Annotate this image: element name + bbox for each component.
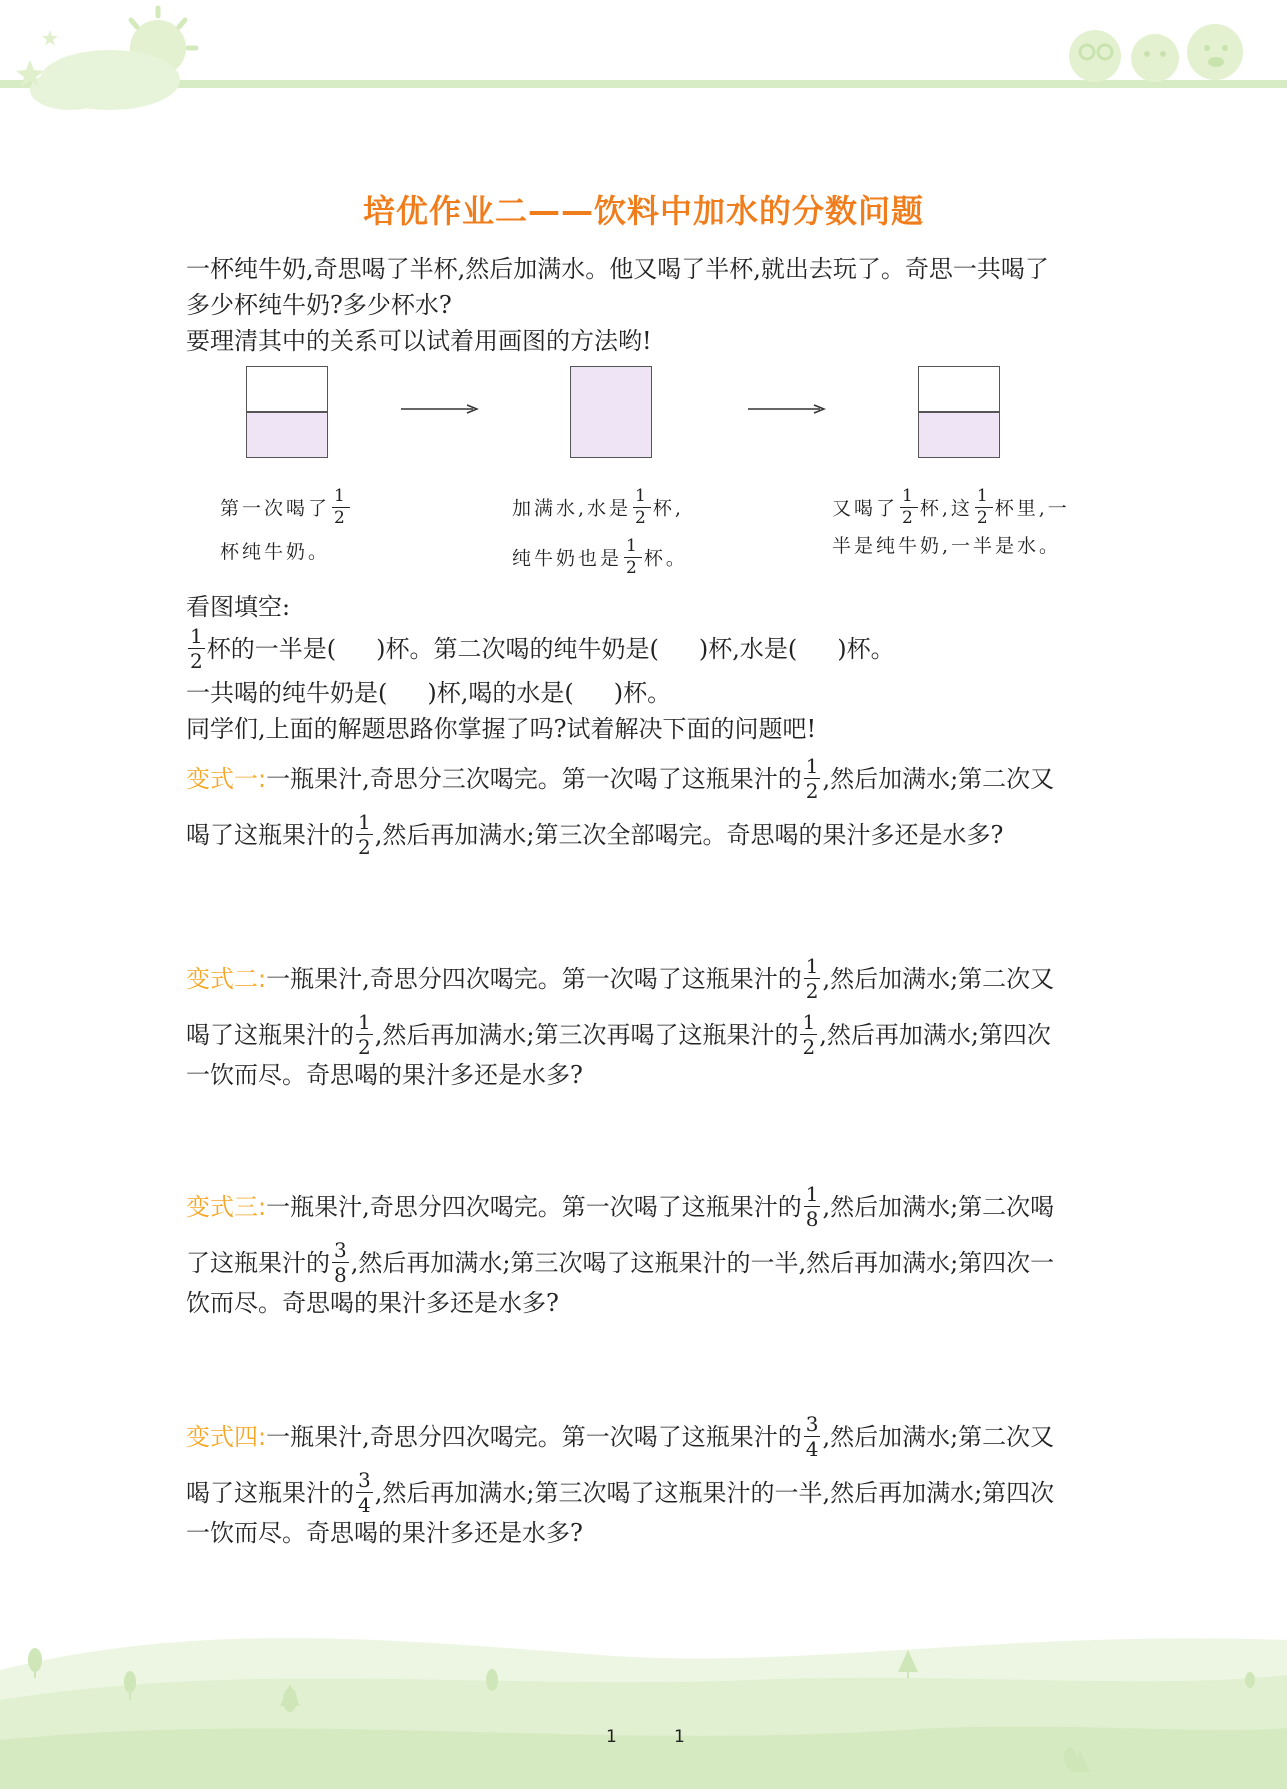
hills-decoration [0,1600,1287,1789]
arrow-icon [748,403,826,415]
fraction: $\frac{3}{4}$ [805,1412,819,1461]
fraction: $\frac{1}{2}$ [805,954,819,1003]
cup-full [570,366,652,458]
variant-2-line-1: 变式二:一瓶果汁,奇思分四次喝完。第一次喝了这瓶果汁的 $\frac{1}{2}$ ,然后加满水;第二次又 [186,954,1055,1003]
fraction: $\frac{1}{2}$ [902,486,916,528]
variant-1-line-2: 喝了这瓶果汁的 $\frac{1}{2}$ ,然后再加满水;第三次全部喝完。奇思喝的果汁多还是水多? [186,810,1004,859]
variant-4-line-1: 变式四:一瓶果汁,奇思分四次喝完。第一次喝了这瓶果汁的 $\frac{3}{4}$ ,然后加满水;第二次又 [186,1412,1055,1461]
fraction: $\frac{1}{2}$ [358,810,371,859]
fraction: $\frac{1}{2}$ [190,624,203,673]
fraction: $\frac{1}{8}$ [805,1182,819,1231]
fraction: $\frac{1}{2}$ [358,1010,371,1059]
caption-2-line-2: 纯牛奶也是 $\frac{1}{2}$ 杯。 [512,536,688,578]
variant-2-line-3: 一饮而尽。奇思喝的果汁多还是水多? [186,1061,583,1089]
caption-2-line-1: 加满水,水是 $\frac{1}{2}$ 杯, [512,486,684,528]
variant-label: 变式一: [186,765,267,793]
caption-3-line-1: 又喝了 $\frac{1}{2}$ 杯,这 $\frac{1}{2}$ 杯里,一 [832,486,1070,528]
fraction: $\frac{1}{2}$ [805,754,819,803]
caption-1-line-2: 杯纯牛奶。 [220,541,331,563]
variant-4-line-2: 喝了这瓶果汁的 $\frac{3}{4}$ ,然后再加满水;第三次喝了这瓶果汁的一半,然后再加满水;第四次 [186,1468,1055,1517]
fill-line-1: $\frac{1}{2}$ 杯的一半是( )杯。第二次喝的纯牛奶是( )杯,水是( )杯。 [190,624,895,673]
intro-line-2: 多少杯纯牛奶?多少杯水? [186,291,452,319]
page-title: 培优作业二——饮料中加水的分数问题 [362,192,924,230]
fraction: $\frac{3}{4}$ [358,1468,371,1517]
page-number: 1 [606,1727,617,1747]
sun-cloud-decoration [0,0,210,120]
arrow-icon [401,403,479,415]
cup-half-mixed [918,366,1000,458]
fraction: $\frac{1}{2}$ [802,1010,816,1059]
intro-line-3: 要理清其中的关系可以试着用画图的方法哟! [186,327,652,355]
fraction: $\frac{1}{2}$ [635,486,649,528]
caption-3-line-2: 半是纯牛奶,一半是水。 [832,535,1062,557]
variant-3-line-2: 了这瓶果汁的 $\frac{3}{8}$ ,然后再加满水;第三次喝了这瓶果汁的一半,然后再加满水;第四次一 [186,1238,1055,1287]
variant-4-line-3: 一饮而尽。奇思喝的果汁多还是水多? [186,1519,583,1547]
fill-line-3: 同学们,上面的解题思路你掌握了吗?试着解决下面的问题吧! [186,715,817,743]
variant-3-line-1: 变式三:一瓶果汁,奇思分四次喝完。第一次喝了这瓶果汁的 $\frac{1}{8}$ ,然后加满水;第二次喝 [186,1182,1055,1231]
intro-line-1: 一杯纯牛奶,奇思喝了半杯,然后加满水。他又喝了半杯,就出去玩了。奇思一共喝了 [186,255,1049,283]
fill-line-2: 一共喝的纯牛奶是( )杯,喝的水是( )杯。 [186,679,672,707]
fraction: $\frac{1}{2}$ [976,486,991,528]
page-number: 1 [674,1727,685,1747]
fill-heading: 看图填空: [186,593,291,621]
variant-label: 变式四: [186,1423,267,1451]
variant-label: 变式三: [186,1193,267,1221]
fraction: $\frac{1}{2}$ [334,486,348,528]
variant-2-line-2: 喝了这瓶果汁的 $\frac{1}{2}$ ,然后再加满水;第三次再喝了这瓶果汁的 $\frac{1}{2}$ ,然后再加满水;第四次 [186,1010,1051,1059]
fraction: $\frac{3}{8}$ [334,1238,347,1287]
animal-characters-decoration [1055,8,1255,88]
cup-half-milk [246,366,328,458]
variant-1-line-1: 变式一:一瓶果汁,奇思分三次喝完。第一次喝了这瓶果汁的 $\frac{1}{2}$ ,然后加满水;第二次又 [186,754,1055,803]
variant-label: 变式二: [186,965,267,993]
variant-3-line-3: 饮而尽。奇思喝的果汁多还是水多? [186,1289,559,1317]
fraction: $\frac{1}{2}$ [626,536,640,578]
caption-1-line-1: 第一次喝了 $\frac{1}{2}$ [220,486,348,528]
